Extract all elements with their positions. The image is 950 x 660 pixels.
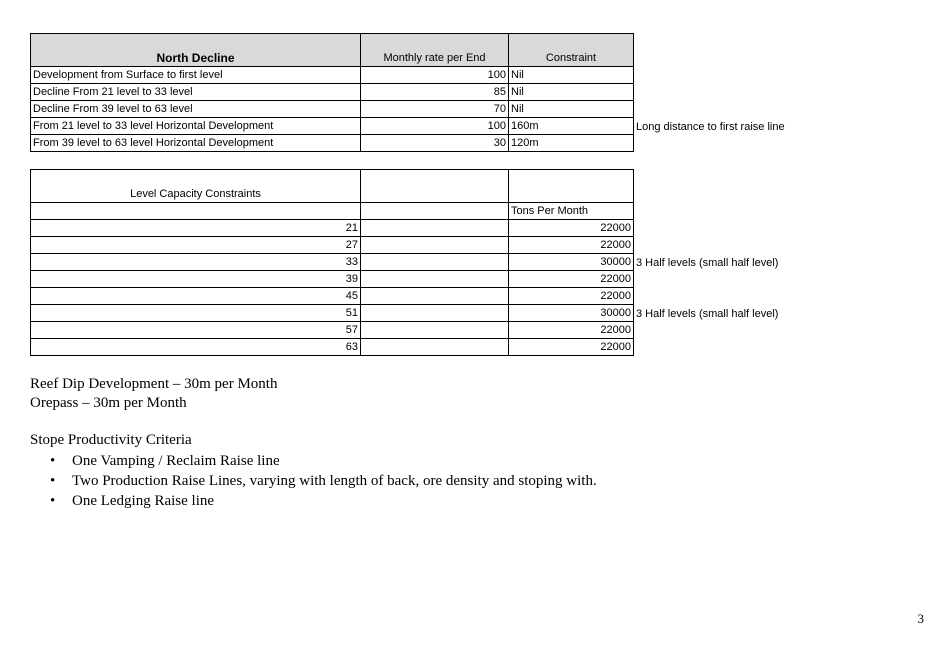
tons-value: 22000 <box>509 271 634 288</box>
row-constraint: 120m <box>509 135 634 152</box>
row-constraint: Nil <box>509 84 634 101</box>
tons-value: 22000 <box>509 339 634 356</box>
table-header-row <box>31 34 864 67</box>
level-number: 27 <box>31 237 361 254</box>
level-number: 21 <box>31 220 361 237</box>
table-row <box>31 237 864 254</box>
level-note: 3 Half levels (small half level) <box>636 307 779 320</box>
row-constraint: 160m <box>509 118 634 135</box>
row-rate: 100 <box>361 67 509 84</box>
row-rate: 70 <box>361 101 509 118</box>
tons-value: 22000 <box>509 288 634 305</box>
north-decline-table <box>30 33 864 152</box>
table-row <box>31 118 864 135</box>
list-item <box>30 491 597 511</box>
stope-productivity-heading: Stope Productivity Criteria <box>30 432 192 448</box>
table-row <box>31 339 864 356</box>
table-row <box>31 101 864 118</box>
level-note <box>634 271 864 288</box>
level-number: 45 <box>31 288 361 305</box>
level-capacity-table <box>30 169 864 356</box>
level-note <box>634 288 864 305</box>
unit-header-row <box>31 203 864 220</box>
header-constraint: Constraint <box>509 34 634 67</box>
level-capacity-title: Level Capacity Constraints <box>31 170 361 203</box>
table-header-row <box>31 170 864 203</box>
tons-value: 30000 <box>509 254 634 271</box>
table-row <box>31 254 864 271</box>
level-number: 33 <box>31 254 361 271</box>
table-row <box>31 135 864 152</box>
level-note <box>634 322 864 339</box>
tons-value: 22000 <box>509 322 634 339</box>
row-label: Decline From 39 level to 63 level <box>31 101 361 118</box>
row-constraint: Nil <box>509 67 634 84</box>
list-item-text: One Ledging Raise line <box>72 493 215 509</box>
row-label: From 39 level to 63 level Horizontal Development <box>31 135 361 152</box>
stope-criteria-list <box>30 451 597 511</box>
bullet-icon: • <box>50 493 56 509</box>
bullet-icon: • <box>50 453 56 469</box>
table-row <box>31 322 864 339</box>
table-row <box>31 271 864 288</box>
row-label: Decline From 21 level to 33 level <box>31 84 361 101</box>
list-item-text: One Vamping / Reclaim Raise line <box>72 453 280 469</box>
tons-value: 30000 <box>509 305 634 322</box>
bullet-icon: • <box>50 473 56 489</box>
list-item <box>30 451 597 471</box>
row-note <box>634 84 864 101</box>
row-label: From 21 level to 33 level Horizontal Development <box>31 118 361 135</box>
row-constraint: Nil <box>509 101 634 118</box>
tons-per-month-header: Tons Per Month <box>509 203 634 220</box>
row-label: Development from Surface to first level <box>31 67 361 84</box>
orepass-text: Orepass – 30m per Month <box>30 395 187 411</box>
table-row <box>31 288 864 305</box>
row-rate: 100 <box>361 118 509 135</box>
tons-value: 22000 <box>509 237 634 254</box>
header-north-decline: North Decline <box>31 34 361 67</box>
level-note <box>634 220 864 237</box>
table-row <box>31 84 864 101</box>
level-number: 39 <box>31 271 361 288</box>
tons-value: 22000 <box>509 220 634 237</box>
list-item <box>30 471 597 491</box>
table-row <box>31 220 864 237</box>
row-note <box>634 101 864 118</box>
level-note <box>634 237 864 254</box>
level-number: 51 <box>31 305 361 322</box>
level-note: 3 Half levels (small half level) <box>636 256 779 269</box>
row-note <box>634 67 864 84</box>
level-note <box>634 339 864 356</box>
level-number: 63 <box>31 339 361 356</box>
list-item-text: Two Production Raise Lines, varying with length of back, ore density and stoping with. <box>72 473 597 489</box>
table-row <box>31 305 864 322</box>
row-rate: 85 <box>361 84 509 101</box>
header-monthly-rate: Monthly rate per End <box>361 34 509 67</box>
reef-dip-development-text: Reef Dip Development – 30m per Month <box>30 376 278 392</box>
row-note: Long distance to first raise line <box>636 120 785 133</box>
page-number: 3 <box>917 611 924 626</box>
level-number: 57 <box>31 322 361 339</box>
table-row <box>31 67 864 84</box>
row-note <box>634 135 864 152</box>
row-rate: 30 <box>361 135 509 152</box>
